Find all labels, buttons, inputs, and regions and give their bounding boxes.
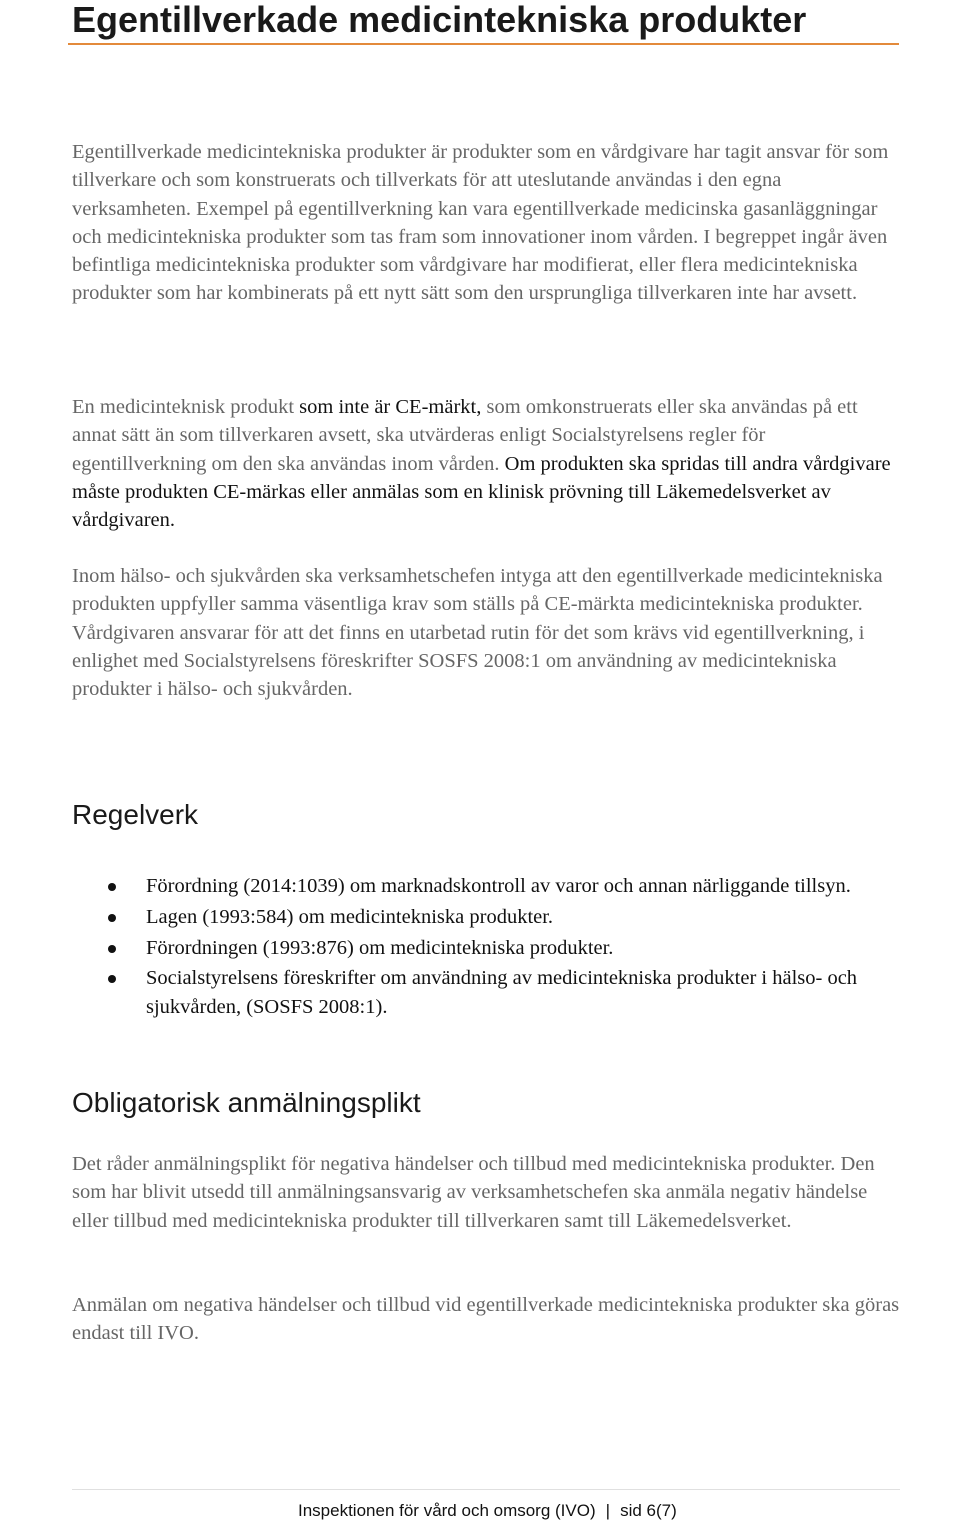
title-divider	[68, 43, 899, 45]
intro-p2-text-d: Om produkten ska spridas till andra vårdgivare måste produkten CE-märkas eller anmälas som en klinisk prövning till Läkemedelsverket av vårdgivaren.	[72, 452, 891, 532]
anmalningsplikt-paragraph-2: Anmälan om negativa händelser och tillbud vid egentillverkade medicintekniska produkter ska göras endast till IVO.	[72, 1294, 900, 1345]
intro-p1-text-a: Egentillverkade medicintekniska produkter är produkter som en vårdgivare har tagit ansvar för som tillverkare och som konstruerats och tillverkats för att uteslutande användas i den egna verksamheten. Exempel på egentillverkning kan vara egentillverkade medicinska gasanläggningar och medicintekniska produkter som tas fram som innovationer inom vården.	[72, 141, 889, 248]
intro-p3-text-b: Vårdgivaren ansvarar för att det finns en utarbetad rutin för det som krävs vid egentillverkning, i enlighet med Socialstyrelsens föreskrifter SOSFS 2008:1 om användning av medicintekniska produkter i hälso- och sjukvården.	[72, 621, 865, 701]
intro-paragraph-1	[72, 138, 902, 308]
intro-paragraph-2	[72, 393, 902, 534]
list-item	[72, 903, 902, 931]
footer-org: Inspektionen för vård och omsorg (IVO)	[298, 1501, 596, 1520]
intro-p3-text-a: Inom hälso- och sjukvården ska verksamhetschefen intyga att den egentillverkade medicintekniska produkten uppfyller samma väsentliga krav som ställs på CE-märkta medicintekniska produkter.	[72, 565, 883, 616]
regelverk-heading: Regelverk	[72, 799, 199, 830]
footer-separator: |	[605, 1501, 611, 1520]
list-item-text: Förordningen (1993:876) om medicintekniska produkter.	[146, 936, 614, 959]
bullet-icon	[108, 975, 116, 983]
list-item	[72, 934, 902, 962]
anmalningsplikt-paragraph-1: Det råder anmälningsplikt för negativa händelser och tillbud med medicintekniska produkter. Den som har blivit utsedd till anmälningsansvarig av verksamhetschefen ska anmäla negativ händelse eller tillbud med medicintekniska produkter till tillverkaren samt till Läkemedelsverket.	[72, 1153, 875, 1232]
list-item	[72, 964, 902, 1021]
footer-divider	[72, 1489, 900, 1490]
intro-p1-text-b: I begreppet ingår även befintliga medicintekniska produkter som vårdgivare har modifierat, eller flera medicintekniska produkter som har kombinerats på ett nytt sätt som den ursprungliga tillverkaren inte har avsett.	[72, 225, 888, 305]
list-item-text: Lagen (1993:584) om medicintekniska produkter.	[146, 905, 554, 928]
list-item-text: Socialstyrelsens föreskrifter om användning av medicintekniska produkter i hälso- och sjukvården, (SOSFS 2008:1).	[146, 967, 858, 1018]
anmalningsplikt-heading: Obligatorisk anmälningsplikt	[72, 1087, 421, 1118]
intro-p2-text-a: En medicinteknisk produkt	[72, 396, 295, 418]
intro-p2-text-c: som omkonstruerats eller ska användas på ett annat sätt än som tillverkaren avsett, ska utvärderas enligt Socialstyrelsens regler för egentillverkning om den ska användas inom vården.	[72, 396, 858, 475]
page-footer	[298, 1500, 677, 1522]
bullet-icon	[108, 945, 116, 953]
list-item-text: Förordning (2014:1039) om marknadskontroll av varor och annan närliggande tillsyn.	[146, 875, 851, 897]
regelverk-list	[72, 872, 902, 1023]
page-title: Egentillverkade medicintekniska produkter	[72, 0, 807, 40]
bullet-icon	[108, 914, 116, 922]
intro-p2-text-b: som inte är CE-märkt,	[299, 396, 482, 418]
intro-paragraph-3	[72, 562, 902, 703]
list-item	[72, 872, 902, 900]
bullet-icon	[108, 883, 116, 891]
footer-page-number: sid 6(7)	[620, 1501, 677, 1520]
